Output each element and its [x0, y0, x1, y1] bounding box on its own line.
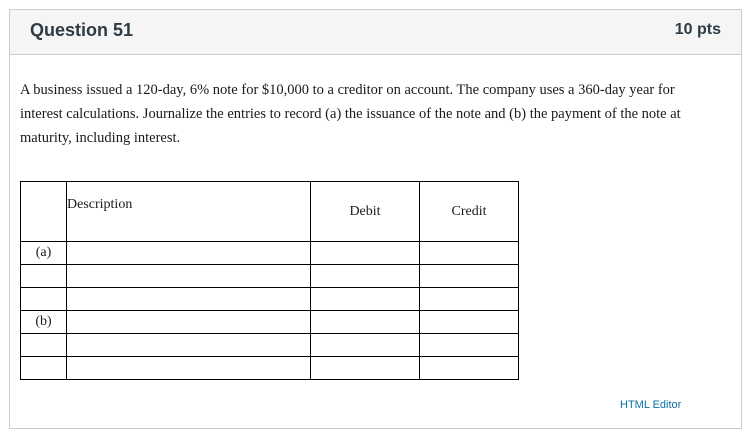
row-label [21, 357, 67, 380]
description-cell[interactable] [67, 242, 311, 265]
credit-cell[interactable] [420, 242, 519, 265]
table-header-row [21, 182, 519, 242]
table-row [21, 334, 519, 357]
question-points: 10 pts [674, 21, 721, 38]
debit-cell[interactable] [311, 265, 420, 288]
credit-cell[interactable] [420, 334, 519, 357]
description-cell[interactable] [67, 334, 311, 357]
description-cell[interactable] [67, 311, 311, 334]
credit-cell[interactable] [420, 357, 519, 380]
table-row [21, 357, 519, 380]
debit-cell[interactable] [311, 334, 420, 357]
debit-cell[interactable] [311, 288, 420, 311]
debit-cell[interactable] [311, 242, 420, 265]
debit-cell[interactable] [311, 311, 420, 334]
table-row [21, 242, 519, 265]
description-cell[interactable] [67, 357, 311, 380]
row-label [21, 265, 67, 288]
question-text: A business issued a 120-day, 6% note for $10,000 to a creditor on account. The company uses a 360-day year for interest calculations. Journalize the entries to record (a) the issuance of the note and (b) the payment of the note at maturity, including interest. [20, 82, 681, 146]
row-label: (b) [21, 311, 67, 334]
description-cell[interactable] [67, 265, 311, 288]
row-label: (a) [21, 242, 67, 265]
table-row [21, 288, 519, 311]
debit-cell[interactable] [311, 357, 420, 380]
row-label [21, 288, 67, 311]
table-row [21, 311, 519, 334]
table-row [21, 265, 519, 288]
journal-entry-table [20, 181, 519, 380]
header-debit: Debit [311, 182, 420, 242]
credit-cell[interactable] [420, 311, 519, 334]
description-cell[interactable] [67, 288, 311, 311]
header-description: Description [67, 182, 311, 242]
header-label-cell [21, 182, 67, 242]
header-credit: Credit [420, 182, 519, 242]
credit-cell[interactable] [420, 265, 519, 288]
row-label [21, 334, 67, 357]
question-title: Question 51 [30, 20, 134, 40]
credit-cell[interactable] [420, 288, 519, 311]
question-header [10, 10, 741, 55]
html-editor-link[interactable]: HTML Editor [620, 399, 682, 411]
